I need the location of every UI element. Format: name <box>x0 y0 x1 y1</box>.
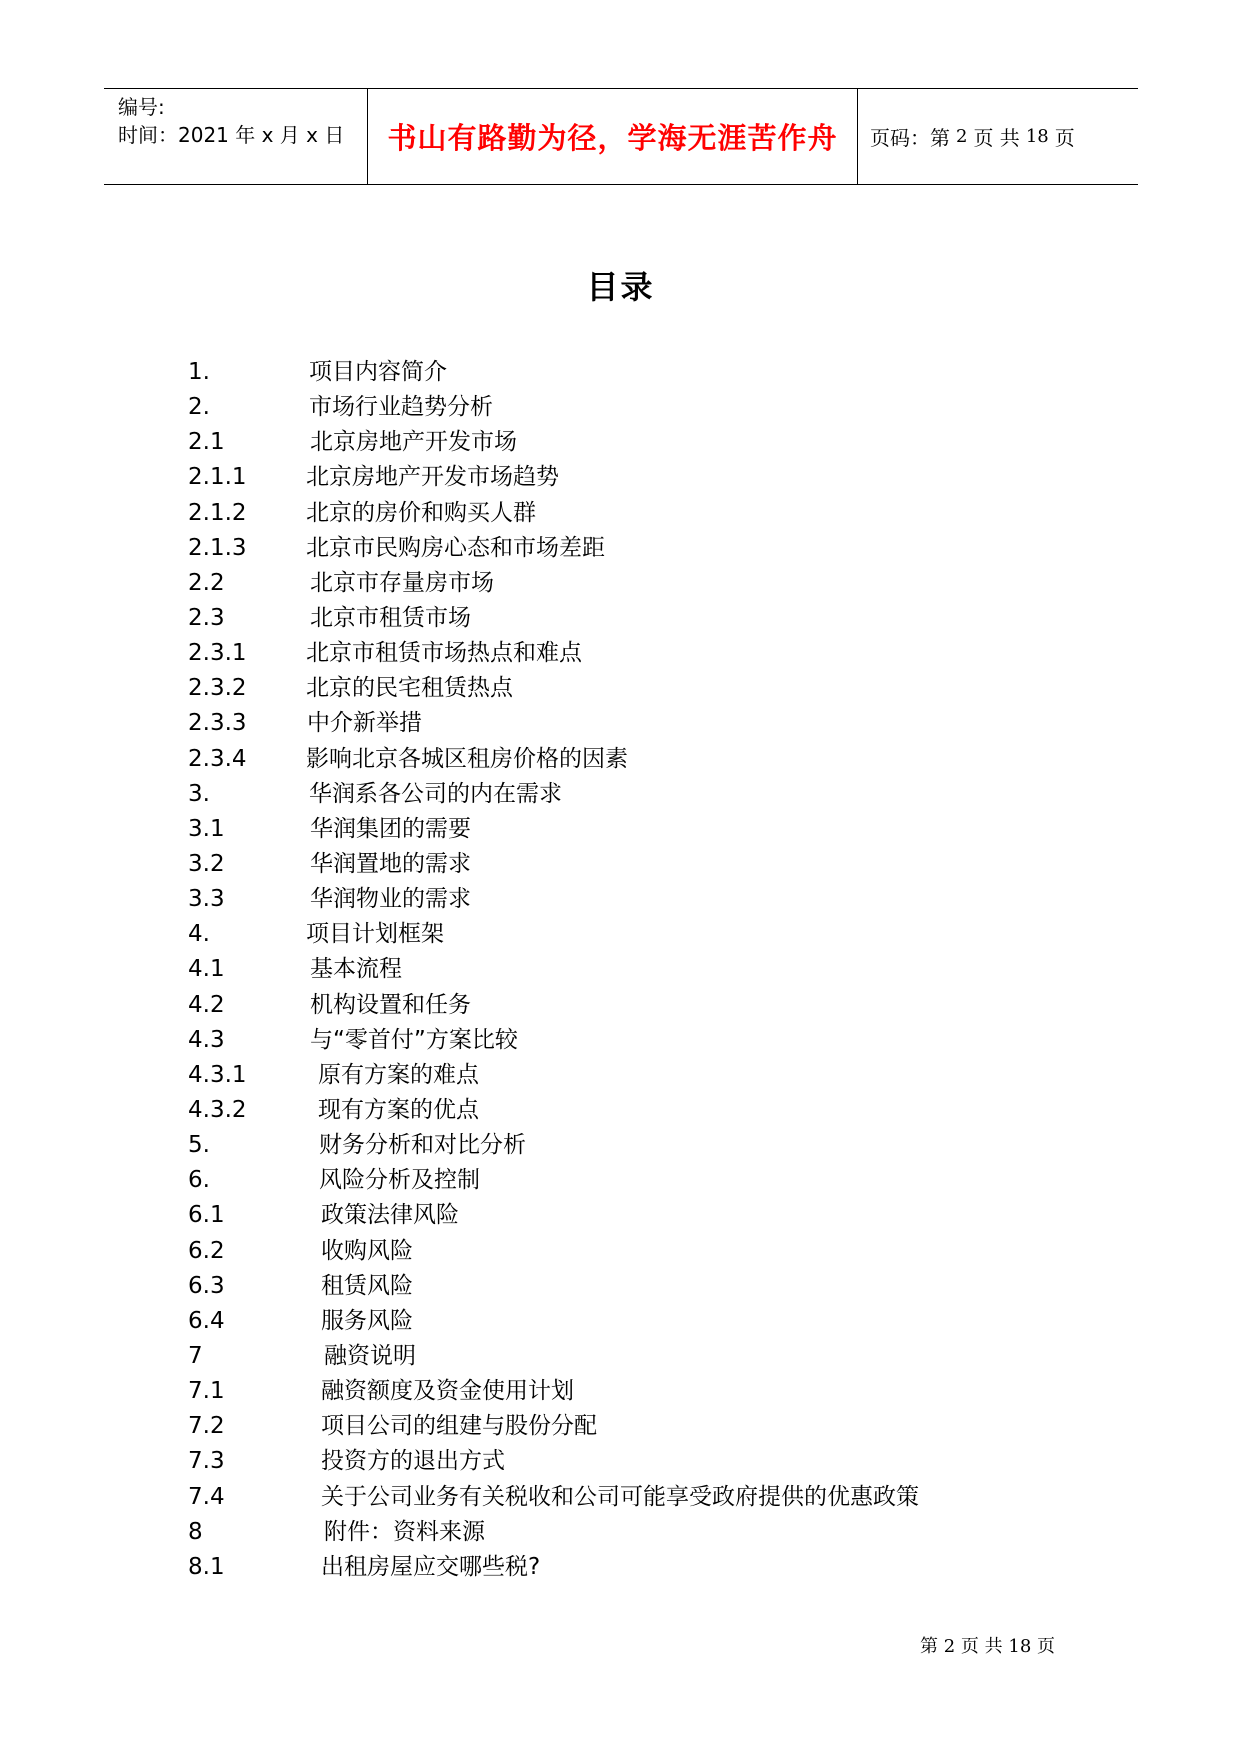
toc-entry-number: 4.3.2 <box>188 1096 247 1123</box>
toc-entry-title: 市场行业趋势分析 <box>309 394 493 421</box>
page-title: 目录 <box>586 268 655 306</box>
toc-entry-title: 出租房屋应交哪些税? <box>321 1553 541 1580</box>
toc-entry-title: 风险分析及控制 <box>319 1167 480 1194</box>
toc-entry-number: 6. <box>188 1167 210 1194</box>
toc-entry-title: 财务分析和对比分析 <box>319 1132 526 1159</box>
toc-entry-number: 8.1 <box>188 1553 225 1580</box>
page-prefix: 页码：第 <box>870 126 950 150</box>
toc-entry-title: 融资额度及资金使用计划 <box>321 1378 574 1405</box>
toc-entry-number: 2.1.3 <box>188 534 247 561</box>
toc-entry-number: 5. <box>188 1132 210 1159</box>
toc-entry-title: 影响北京各城区租房价格的因素 <box>306 745 628 772</box>
toc-entry-title: 服务风险 <box>321 1307 413 1334</box>
toc-entry-number: 2.3.3 <box>188 710 247 737</box>
toc-entry-title: 北京市租赁市场热点和难点 <box>306 640 582 667</box>
toc-entry-number: 6.3 <box>188 1272 225 1299</box>
header-page-number <box>870 89 1075 184</box>
header-divider <box>857 89 858 184</box>
toc-entry-title: 投资方的退出方式 <box>321 1448 505 1475</box>
toc-entry-number: 4.3.1 <box>188 1061 247 1088</box>
toc-entry-number: 7 <box>188 1342 203 1369</box>
toc-entry-title: 北京的民宅租赁热点 <box>306 675 513 702</box>
toc-entry-title: 关于公司业务有关税收和公司可能享受政府提供的优惠政策 <box>321 1483 919 1510</box>
toc-entry-number: 4. <box>188 921 210 948</box>
toc-entry-title: 现有方案的优点 <box>318 1096 479 1123</box>
toc-entry-number: 8 <box>188 1518 203 1545</box>
toc-entry-title: 华润集团的需要 <box>310 815 471 842</box>
page-footer: 第 2 页 共 18 页 <box>920 1636 1055 1657</box>
toc-entry-title: 原有方案的难点 <box>318 1061 479 1088</box>
toc-entry-number: 6.1 <box>188 1202 225 1229</box>
page-suffix: 页 <box>1054 126 1075 150</box>
toc-entry-number: 1. <box>188 359 210 385</box>
time-label: 时间：2021 年 x 月 x 日 <box>118 123 345 147</box>
toc-entry-title: 北京房地产开发市场趋势 <box>306 464 559 491</box>
toc-entry-number: 2. <box>188 394 210 421</box>
toc-entry-number: 4.1 <box>188 956 225 983</box>
toc-entry-title: 北京房地产开发市场 <box>310 429 517 456</box>
toc-entry-number: 2.3.2 <box>188 675 247 702</box>
toc-entry-number: 4.2 <box>188 991 225 1018</box>
page-mid: 页 共 <box>973 126 1020 150</box>
toc-entry-title: 中介新举措 <box>307 710 422 737</box>
toc-entry-title: 融资说明 <box>324 1342 416 1369</box>
toc-entry-title: 华润系各公司的内在需求 <box>309 780 562 807</box>
toc-entry-number: 7.2 <box>188 1413 225 1440</box>
toc-entry-number: 6.4 <box>188 1307 225 1334</box>
toc-entry-number: 2.2 <box>188 569 225 596</box>
toc-entry-number: 2.1.2 <box>188 499 247 526</box>
document-header <box>104 88 1138 185</box>
toc-entry-number: 3.3 <box>188 886 225 913</box>
toc-entry-title: 华润置地的需求 <box>310 850 471 877</box>
toc-entry-number: 7.1 <box>188 1378 225 1405</box>
toc-entry-number: 2.3.4 <box>188 745 247 772</box>
toc-entry-number: 2.3 <box>188 604 225 631</box>
toc-entry-title: 华润物业的需求 <box>310 886 471 913</box>
toc-entry-title: 收购风险 <box>321 1237 413 1264</box>
page-current: 2 <box>956 126 968 147</box>
toc-entry-title: 政策法律风险 <box>321 1202 459 1229</box>
toc-entry-title: 北京市租赁市场 <box>310 604 471 631</box>
toc-entry-title: 北京市存量房市场 <box>310 569 494 596</box>
toc-entry-title: 项目公司的组建与股份分配 <box>321 1413 597 1440</box>
header-motto: 书山有路勤为径，学海无涯苦作舟 <box>387 121 838 155</box>
number-label: 编号: <box>118 95 165 119</box>
toc-entry-title: 附件：资料来源 <box>324 1518 485 1545</box>
toc-entry-number: 6.2 <box>188 1237 225 1264</box>
toc-entry-number: 2.1 <box>188 429 225 456</box>
toc-entry-number: 3.2 <box>188 850 225 877</box>
header-left <box>118 93 344 149</box>
toc-entry-title: 机构设置和任务 <box>310 991 471 1018</box>
toc-entry-title: 租赁风险 <box>321 1272 413 1299</box>
toc-entry-number: 3. <box>188 780 210 807</box>
toc-entry-number: 2.1.1 <box>188 464 247 491</box>
toc-entry-title: 基本流程 <box>310 956 402 983</box>
toc-entry-number: 7.3 <box>188 1448 225 1475</box>
toc-entry-number: 4.3 <box>188 1026 225 1053</box>
page-total: 18 <box>1025 126 1049 147</box>
toc-entry-title: 项目内容简介 <box>309 359 447 385</box>
toc-entry-title: 与“零首付”方案比较 <box>310 1026 518 1053</box>
toc-entry-title: 北京市民购房心态和市场差距 <box>306 534 605 561</box>
toc-entry-number: 7.4 <box>188 1483 225 1510</box>
toc-entry-title: 项目计划框架 <box>306 921 444 948</box>
toc-entry-number: 3.1 <box>188 815 225 842</box>
toc-entry-title: 北京的房价和购买人群 <box>306 499 536 526</box>
toc-entry-number: 2.3.1 <box>188 640 247 667</box>
